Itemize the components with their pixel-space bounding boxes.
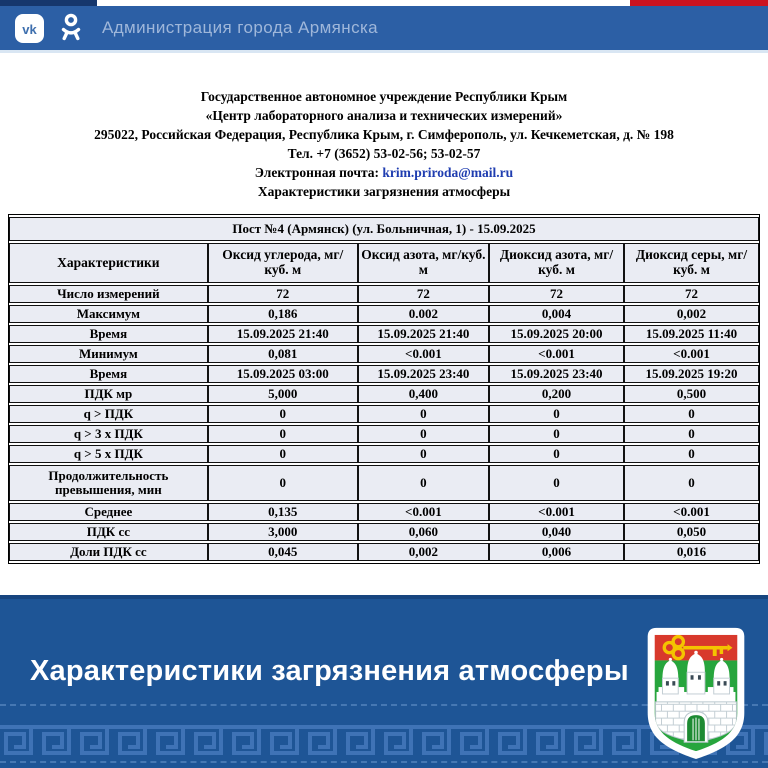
table-row bbox=[9, 503, 759, 521]
cell-value: 0 bbox=[208, 405, 358, 423]
cell-value: 0 bbox=[358, 425, 489, 443]
column-header: Характеристики bbox=[9, 243, 208, 283]
cell-value: 0 bbox=[208, 445, 358, 463]
cell-value: 0 bbox=[358, 405, 489, 423]
banner-title: Характеристики загрязнения атмосферы bbox=[30, 655, 629, 687]
letterhead-line-3: 295022, Российская Федерация, Республика Крым, г. Симферополь, ул. Кечкеметская, д. № 198 bbox=[94, 127, 674, 142]
row-label: Среднее bbox=[9, 503, 208, 521]
cell-value: 0 bbox=[358, 465, 489, 501]
cell-value: 0 bbox=[489, 445, 624, 463]
odnoklassniki-icon[interactable] bbox=[56, 11, 86, 45]
cell-value: 0 bbox=[624, 465, 759, 501]
cell-value: 0,400 bbox=[358, 385, 489, 403]
row-label: Число измерений bbox=[9, 285, 208, 303]
cell-value: 72 bbox=[208, 285, 358, 303]
cell-value: 0 bbox=[208, 465, 358, 501]
cell-value: 15.09.2025 23:40 bbox=[358, 365, 489, 383]
row-label: Доли ПДК сс bbox=[9, 543, 208, 561]
cell-value: 15.09.2025 11:40 bbox=[624, 325, 759, 343]
pollution-table-wrap bbox=[8, 214, 760, 564]
svg-text:vk: vk bbox=[22, 21, 37, 37]
vk-icon[interactable] bbox=[15, 14, 44, 43]
flag-strip-red bbox=[630, 0, 768, 6]
cell-value: 3,000 bbox=[208, 523, 358, 541]
cell-value: <0.001 bbox=[358, 503, 489, 521]
flag-strip-white bbox=[97, 0, 630, 6]
cell-value: 0 bbox=[624, 445, 759, 463]
row-label: ПДК мр bbox=[9, 385, 208, 403]
cell-value: 0,200 bbox=[489, 385, 624, 403]
table-title: Пост №4 (Армянск) (ул. Больничная, 1) - 15.09.2025 bbox=[9, 217, 759, 241]
cell-value: 0,050 bbox=[624, 523, 759, 541]
cell-value: 0 bbox=[358, 445, 489, 463]
cell-value: 15.09.2025 21:40 bbox=[208, 325, 358, 343]
community-name: Администрация города Армянска bbox=[102, 18, 379, 37]
row-label: Продолжительность превышения, мин bbox=[9, 465, 208, 501]
cell-value: 0,002 bbox=[624, 305, 759, 323]
table-row bbox=[9, 405, 759, 423]
cell-value: <0.001 bbox=[489, 503, 624, 521]
table-row bbox=[9, 523, 759, 541]
row-label: Время bbox=[9, 325, 208, 343]
cell-value: 0,500 bbox=[624, 385, 759, 403]
table-row bbox=[9, 365, 759, 383]
cell-value: 0,081 bbox=[208, 345, 358, 363]
letterhead bbox=[0, 87, 768, 201]
cell-value: 0 bbox=[208, 425, 358, 443]
column-header: Диоксид азота, мг/куб. м bbox=[489, 243, 624, 283]
cell-value: 0,045 bbox=[208, 543, 358, 561]
table-row bbox=[9, 345, 759, 363]
cell-value: 72 bbox=[489, 285, 624, 303]
row-label: q > ПДК bbox=[9, 405, 208, 423]
cell-value: 0.002 bbox=[358, 305, 489, 323]
cell-value: <0.001 bbox=[624, 345, 759, 363]
cell-value: 0,040 bbox=[489, 523, 624, 541]
row-label: Минимум bbox=[9, 345, 208, 363]
pollution-table bbox=[9, 215, 759, 563]
email-link[interactable]: krim.priroda@mail.ru bbox=[382, 165, 514, 180]
cell-value: 0 bbox=[489, 465, 624, 501]
banner-dashed-line bbox=[0, 761, 768, 763]
cell-value: 15.09.2025 21:40 bbox=[358, 325, 489, 343]
letterhead-subtitle: Характеристики загрязнения атмосферы bbox=[257, 184, 511, 199]
cell-value: 0 bbox=[489, 405, 624, 423]
flag-strip-navy bbox=[0, 0, 97, 6]
cell-value: 72 bbox=[624, 285, 759, 303]
cell-value: 0,002 bbox=[358, 543, 489, 561]
table-row bbox=[9, 285, 759, 303]
email-label: Электронная почта: bbox=[254, 165, 383, 180]
bottom-banner bbox=[0, 595, 768, 768]
cell-value: <0.001 bbox=[358, 345, 489, 363]
flag-strip bbox=[0, 0, 768, 6]
cell-value: 0 bbox=[624, 425, 759, 443]
cell-value: <0.001 bbox=[489, 345, 624, 363]
table-row bbox=[9, 325, 759, 343]
letterhead-email-line bbox=[0, 163, 768, 182]
column-header: Диоксид серы, мг/куб. м bbox=[624, 243, 759, 283]
table-title-row bbox=[9, 217, 759, 241]
row-label: q > 3 х ПДК bbox=[9, 425, 208, 443]
letterhead-line-4: Тел. +7 (3652) 53-02-56; 53-02-57 bbox=[287, 146, 481, 161]
cell-value: 0,004 bbox=[489, 305, 624, 323]
table-row bbox=[9, 305, 759, 323]
row-label: Максимум bbox=[9, 305, 208, 323]
table-row bbox=[9, 385, 759, 403]
table-header-row bbox=[9, 243, 759, 283]
cell-value: 15.09.2025 20:00 bbox=[489, 325, 624, 343]
cell-value: 15.09.2025 03:00 bbox=[208, 365, 358, 383]
cell-value: 0,016 bbox=[624, 543, 759, 561]
row-label: q > 5 х ПДК bbox=[9, 445, 208, 463]
social-header-bar bbox=[0, 6, 768, 53]
table-row bbox=[9, 425, 759, 443]
cell-value: <0.001 bbox=[624, 503, 759, 521]
letterhead-line-2: «Центр лабораторного анализа и технических измерений» bbox=[205, 108, 563, 123]
row-label: Время bbox=[9, 365, 208, 383]
cell-value: 0,006 bbox=[489, 543, 624, 561]
table-row bbox=[9, 465, 759, 501]
column-header: Оксид азота, мг/куб. м bbox=[358, 243, 489, 283]
table-row bbox=[9, 445, 759, 463]
cell-value: 0,186 bbox=[208, 305, 358, 323]
table-row bbox=[9, 543, 759, 561]
cell-value: 0 bbox=[489, 425, 624, 443]
armyansk-coat-of-arms-icon bbox=[634, 621, 758, 761]
cell-value: 5,000 bbox=[208, 385, 358, 403]
letterhead-line-1: Государственное автономное учреждение Республики Крым bbox=[200, 89, 568, 104]
cell-value: 0 bbox=[624, 405, 759, 423]
row-label: ПДК сс bbox=[9, 523, 208, 541]
cell-value: 15.09.2025 23:40 bbox=[489, 365, 624, 383]
cell-value: 0,135 bbox=[208, 503, 358, 521]
cell-value: 72 bbox=[358, 285, 489, 303]
cell-value: 15.09.2025 19:20 bbox=[624, 365, 759, 383]
column-header: Оксид углерода, мг/куб. м bbox=[208, 243, 358, 283]
cell-value: 0,060 bbox=[358, 523, 489, 541]
